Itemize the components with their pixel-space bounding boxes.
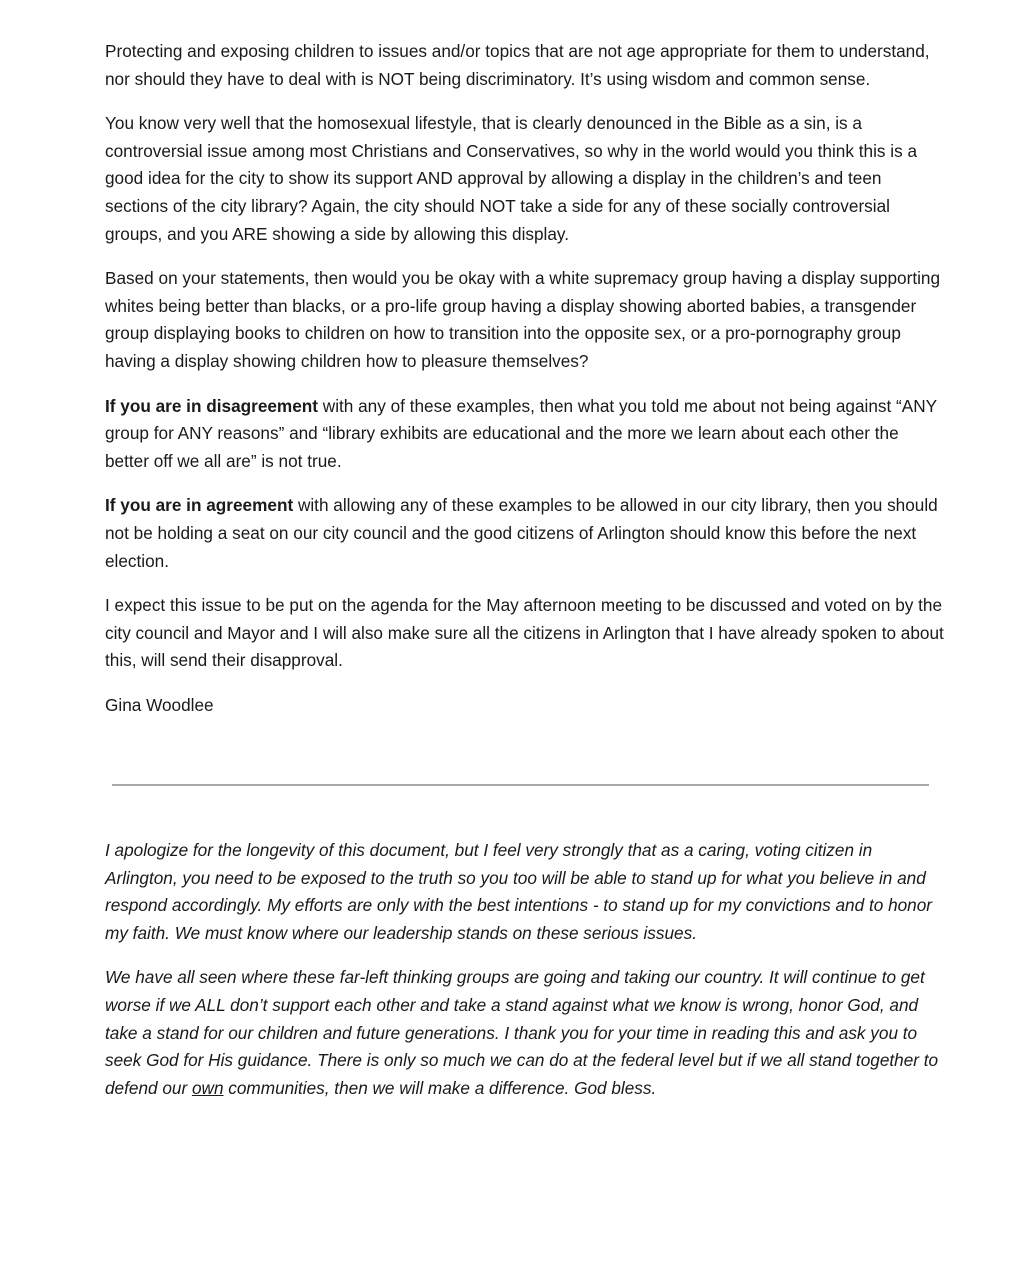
note-apology-paragraph: I apologize for the longevity of this document, but I feel very strongly that as a caring, voting citizen in Arlington, you need to be exposed to the truth so you too will be able to stand up for what you believe in and respond accordingly. My efforts are only with the best intentions - to stand up for my convictions and to honor my faith. We must know where our leadership stands on these serious issues.	[105, 840, 933, 943]
horizontal-divider	[112, 784, 929, 786]
disagreement-text: with any of these examples, then what you told me about not being against “ANY group for ANY reasons” and “library exhibits are educational and the more we learn about each other the better off we all are” is not true.	[105, 395, 937, 471]
note-closing-text-start: We have all seen where these far-left thinking groups are going and taking our country. It will continue to get worse if we ALL don’t support each other and take a stand against what we know is wrong, honor God, and take a stand for our children and future generations. I thank you for your time in reading this and ask you to seek God for His guidance. There is only so much we can do at the federal level but if we all stand together to defend our	[105, 967, 939, 1098]
closing-note	[105, 837, 945, 1119]
note-closing-text-end: communities, then we will make a difference. God bless.	[223, 1077, 657, 1098]
agreement-lead: If you are in agreement	[105, 495, 294, 516]
paragraph-agreement	[105, 492, 945, 575]
agreement-text: with allowing any of these examples to be allowed in our city library, then you should not be holding a seat on our city council and the good citizens of Arlington should know this before the next election.	[105, 495, 938, 571]
letter-body	[105, 38, 945, 736]
paragraph-disagreement	[105, 393, 945, 476]
signature: Gina Woodlee	[105, 694, 214, 715]
paragraph-hypothetical-examples: Based on your statements, then would you be okay with a white supremacy group having a display supporting whites being better than blacks, or a pro-life group having a display showing aborted babies, a transgender group displaying books to children on how to transition into the opposite sex, or a pro-pornography group having a display showing children how to pleasure themselves?	[105, 268, 941, 371]
paragraph-library-display: You know very well that the homosexual lifestyle, that is clearly denounced in the Bible as a sin, is a controversial issue among most Christians and Conservatives, so why in the world would you think this is a good idea for the city to show its support AND approval by allowing a display in the children’s and teen sections of the city library? Again, the city should NOT take a side for any of these socially controversial groups, and you ARE showing a side by allowing this display.	[105, 113, 918, 244]
note-closing-paragraph	[105, 964, 945, 1102]
disagreement-lead: If you are in disagreement	[105, 395, 318, 416]
paragraph-age-appropriate: Protecting and exposing children to issues and/or topics that are not age appropriate for them to understand, nor should they have to deal with is NOT being discriminatory. It’s using wisdom and common sense.	[105, 41, 930, 89]
underlined-word: own	[191, 1077, 224, 1098]
paragraph-agenda-request: I expect this issue to be put on the agenda for the May afternoon meeting to be discussed and voted on by the city council and Mayor and I will also make sure all the citizens in Arlington that I have already spoken to about this, will send their disapproval.	[105, 595, 944, 671]
